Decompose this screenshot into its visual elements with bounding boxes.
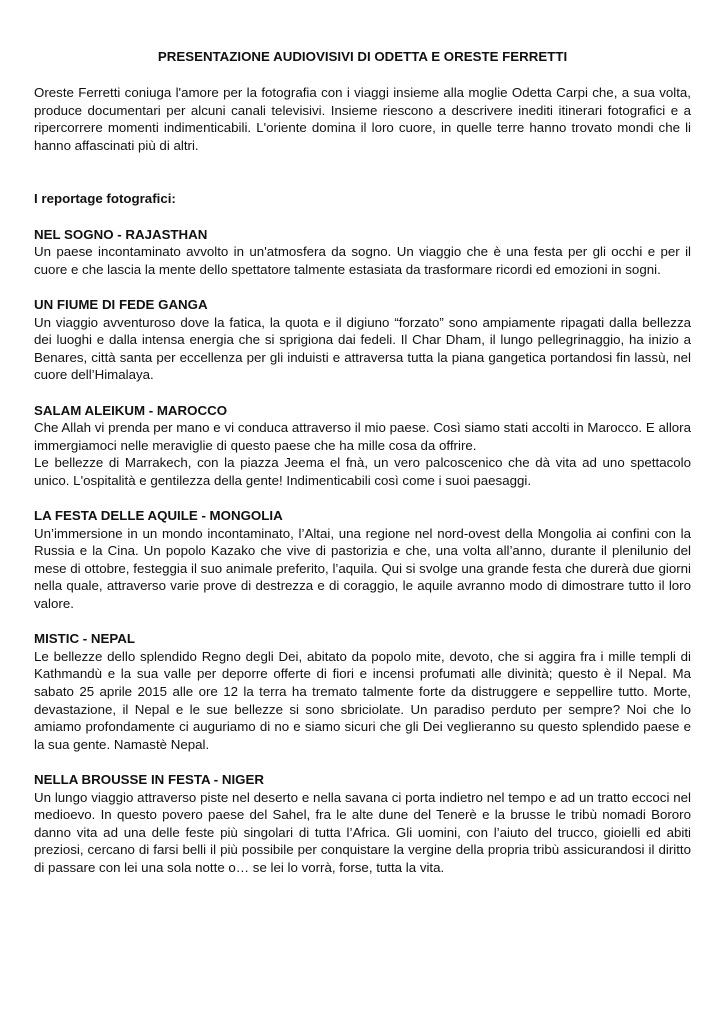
spacer (34, 154, 691, 190)
section-paragraph: Un viaggio avventuroso dove la fatica, la quota e il digiuno “forzato” sono ampiamente ripagati dalla bellezza dei luoghi e dalla intensa energia che si sprigiona dai fedeli. Il Char Dham, il lungo pellegrinaggio, ha inizio a Benares, città santa per eccellenza per gli induisti e attraversa tutta la piana gangetica portandosi fin lassù, nel cuore dell’Himalaya. (34, 314, 691, 383)
section-paragraph: Le bellezze dello splendido Regno degli Dei, abitato da popolo mite, devoto, che si aggira fra i mille templi di Kathmandù e la sua valle per deporre offerte di fiori e incensi profumati alle divinità; questo è il Nepal. Ma sabato 25 aprile 2015 alle ore 12 la terra ha tremato talmente forte da distruggere e seppellire tutto. Morte, devastazione, il Nepal e le sue bellezze si sono sbriciolate. Un paradiso perduto per sempre? Noi che lo amiamo profondamente ci auguriamo di no e siamo sicuri che gli Dei veglieranno su questo splendido paese e la sua gente. Namastè Nepal. (34, 648, 691, 752)
section-heading: UN FIUME DI FEDE GANGA (34, 296, 208, 312)
document-title: PRESENTAZIONE AUDIOVISIVI DI ODETTA E ORESTE FERRETTI (157, 49, 568, 64)
section-nepal (34, 630, 691, 753)
section-heading: LA FESTA DELLE AQUILE - MONGOLIA (34, 508, 283, 524)
section-paragraph: Un lungo viaggio attraverso piste nel deserto e nella savana ci porta indietro nel tempo e ad un tratto eccoci nel medioevo. In questo povero paese del Sahel, fra le alte dune del Tenerè e la brusse le tribù nomadi Bororo danno vita ad una delle feste più singolari di tutta l’Africa. Gli uomini, con l’aiuto del trucco, gioielli ed abiti preziosi, cercano di farsi belli il più possibile per conquistare la vergine della propria tribù assicurandosi il diritto di passare con lei una sola notte o… se lei lo vorrà, forse, tutta la vita. (34, 789, 691, 875)
section-heading: NEL SOGNO - RAJASTHAN (34, 226, 208, 242)
section-heading: NELLA BROUSSE IN FESTA - NIGER (34, 771, 264, 787)
section-paragraph: Che Allah vi prenda per mano e vi conduca attraverso il mio paese. Così siamo stati accolti in Marocco. E allora immergiamoci nelle meraviglie di questo paese che ha mille cosa da offrire. (34, 420, 691, 453)
section-heading: SALAM ALEIKUM - MAROCCO (34, 402, 228, 418)
section-mongolia (34, 507, 691, 613)
section-paragraph: Le bellezze di Marrakech, con la piazza Jeema el fnà, un vero palcoscenico che dà vita ad uno spettacolo unico. L'ospitalità e gentilezza della gente! Indimenticabili così come i suoi paesaggi. (34, 455, 691, 488)
section-paragraph: Un’immersione in un mondo incontaminato, l’Altai, una regione nel nord-ovest della Mongolia ai confini con la Russia e la Cina. Un popolo Kazako che vive di pastorizia e che, una volta all’anno, durante il plenilunio del mese di ottobre, festeggia il suo animale preferito, l’aquila. Qui si svolge una grande festa che durerà due giorni nella quale, attraverso varie prove di destrezza e di coraggio, le aquile avranno modo di dimostrare tutto il loro valore. (34, 525, 691, 612)
intro-paragraph: Oreste Ferretti coniuga l'amore per la fotografia con i viaggi insieme alla moglie Odetta Carpi che, a sua volta, produce documentari per alcuni canali televisivi. Insieme riescono a descrivere inediti itinerari fotografici e a ripercorrere momenti indimenticabili. L'oriente domina il loro cuore, in quelle terre hanno trovato mondi che li hanno affascinati più di altri. (34, 85, 691, 153)
section-niger (34, 771, 691, 877)
section-ganga (34, 296, 691, 384)
reportage-heading: I reportage fotografici: (34, 191, 176, 207)
section-rajasthan (34, 226, 691, 279)
section-paragraph: Un paese incontaminato avvolto in un'atmosfera da sogno. Un viaggio che è una festa per gli occhi e per il cuore e che lascia la mente dello spettatore talmente estasiata da trasformare ricordi ed emozioni in sogni. (34, 244, 691, 277)
section-heading: MISTIC - NEPAL (34, 631, 135, 647)
section-marocco (34, 402, 691, 490)
